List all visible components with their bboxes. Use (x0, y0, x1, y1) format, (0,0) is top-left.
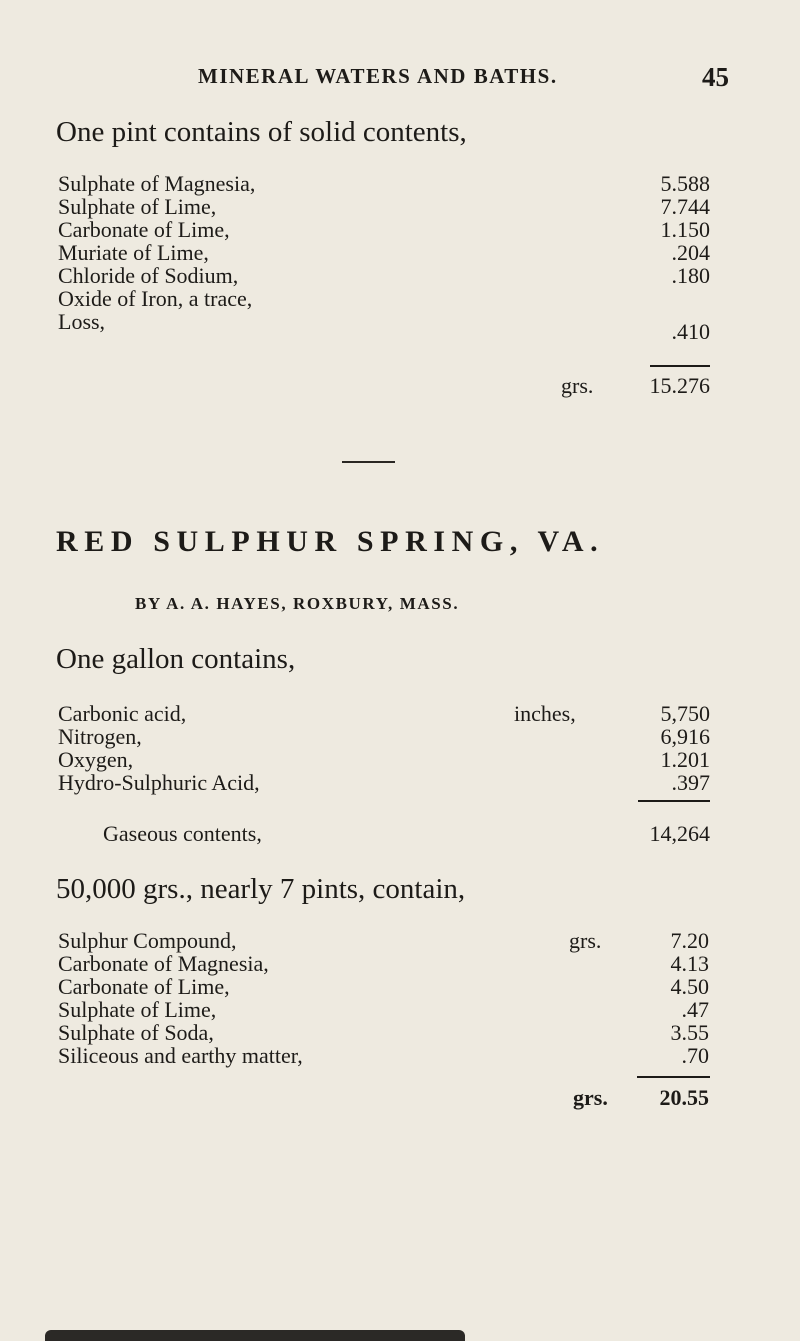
row-label: Sulphate of Soda, (58, 1020, 214, 1045)
row-label: Carbonate of Lime, (58, 217, 230, 242)
row-value: 5.588 (660, 171, 710, 196)
row-label: Carbonate of Magnesia, (58, 951, 269, 976)
row-label: Sulphate of Lime, (58, 997, 217, 1022)
row-label: Oxygen, (58, 747, 134, 772)
section-divider (342, 461, 395, 463)
table3-unit: grs. (569, 928, 602, 953)
row-value: 1.150 (660, 217, 710, 242)
table2-unit: inches, (514, 701, 576, 726)
row-label: Carbonate of Lime, (58, 974, 230, 999)
row-label: Loss, (58, 309, 106, 334)
row-value: 7.744 (660, 194, 710, 219)
total-unit: grs. (573, 1085, 608, 1110)
row-value: .47 (681, 997, 709, 1022)
row-value: 6,916 (660, 724, 710, 749)
table2-heading: One gallon contains, (56, 643, 296, 675)
sum-rule (637, 1076, 710, 1078)
table3-heading: 50,000 grs., nearly 7 pints, contain, (56, 873, 466, 905)
row-value: .410 (671, 319, 710, 344)
page-number: 45 (702, 62, 729, 92)
table1-heading: One pint contains of solid contents, (56, 116, 467, 148)
row-value: .180 (671, 263, 710, 288)
row-value: 4.50 (670, 974, 709, 999)
row-value: 4.13 (670, 951, 709, 976)
row-label: Chloride of Sodium, (58, 263, 239, 288)
section-title: RED SULPHUR SPRING, VA. (56, 525, 605, 558)
row-label: Siliceous and earthy matter, (58, 1043, 303, 1068)
row-label: Hydro-Sulphuric Acid, (58, 770, 260, 795)
total-unit: grs. (561, 373, 594, 398)
byline: BY A. A. HAYES, ROXBURY, MASS. (135, 594, 460, 613)
sum-rule (650, 365, 710, 367)
row-value: .204 (671, 240, 710, 265)
running-title: MINERAL WATERS AND BATHS. (198, 64, 558, 88)
row-label: Carbonic acid, (58, 701, 187, 726)
row-label: Sulphate of Lime, (58, 194, 217, 219)
row-value: 1.201 (660, 747, 710, 772)
row-label: Muriate of Lime, (58, 240, 209, 265)
total-value: 14,264 (649, 821, 710, 846)
row-label: Oxide of Iron, a trace, (58, 286, 253, 311)
sum-rule (638, 800, 710, 802)
total-value: 20.55 (659, 1085, 709, 1110)
row-value: .397 (671, 770, 710, 795)
row-label: Nitrogen, (58, 724, 142, 749)
row-value: 7.20 (670, 928, 709, 953)
row-value: 5,750 (660, 701, 710, 726)
scan-edge (45, 1330, 465, 1341)
row-label: Sulphur Compound, (58, 928, 237, 953)
total-label: Gaseous contents, (103, 821, 262, 846)
total-value: 15.276 (649, 373, 710, 398)
row-value: 3.55 (670, 1020, 709, 1045)
row-value: .70 (681, 1043, 709, 1068)
row-label: Sulphate of Magnesia, (58, 171, 256, 196)
